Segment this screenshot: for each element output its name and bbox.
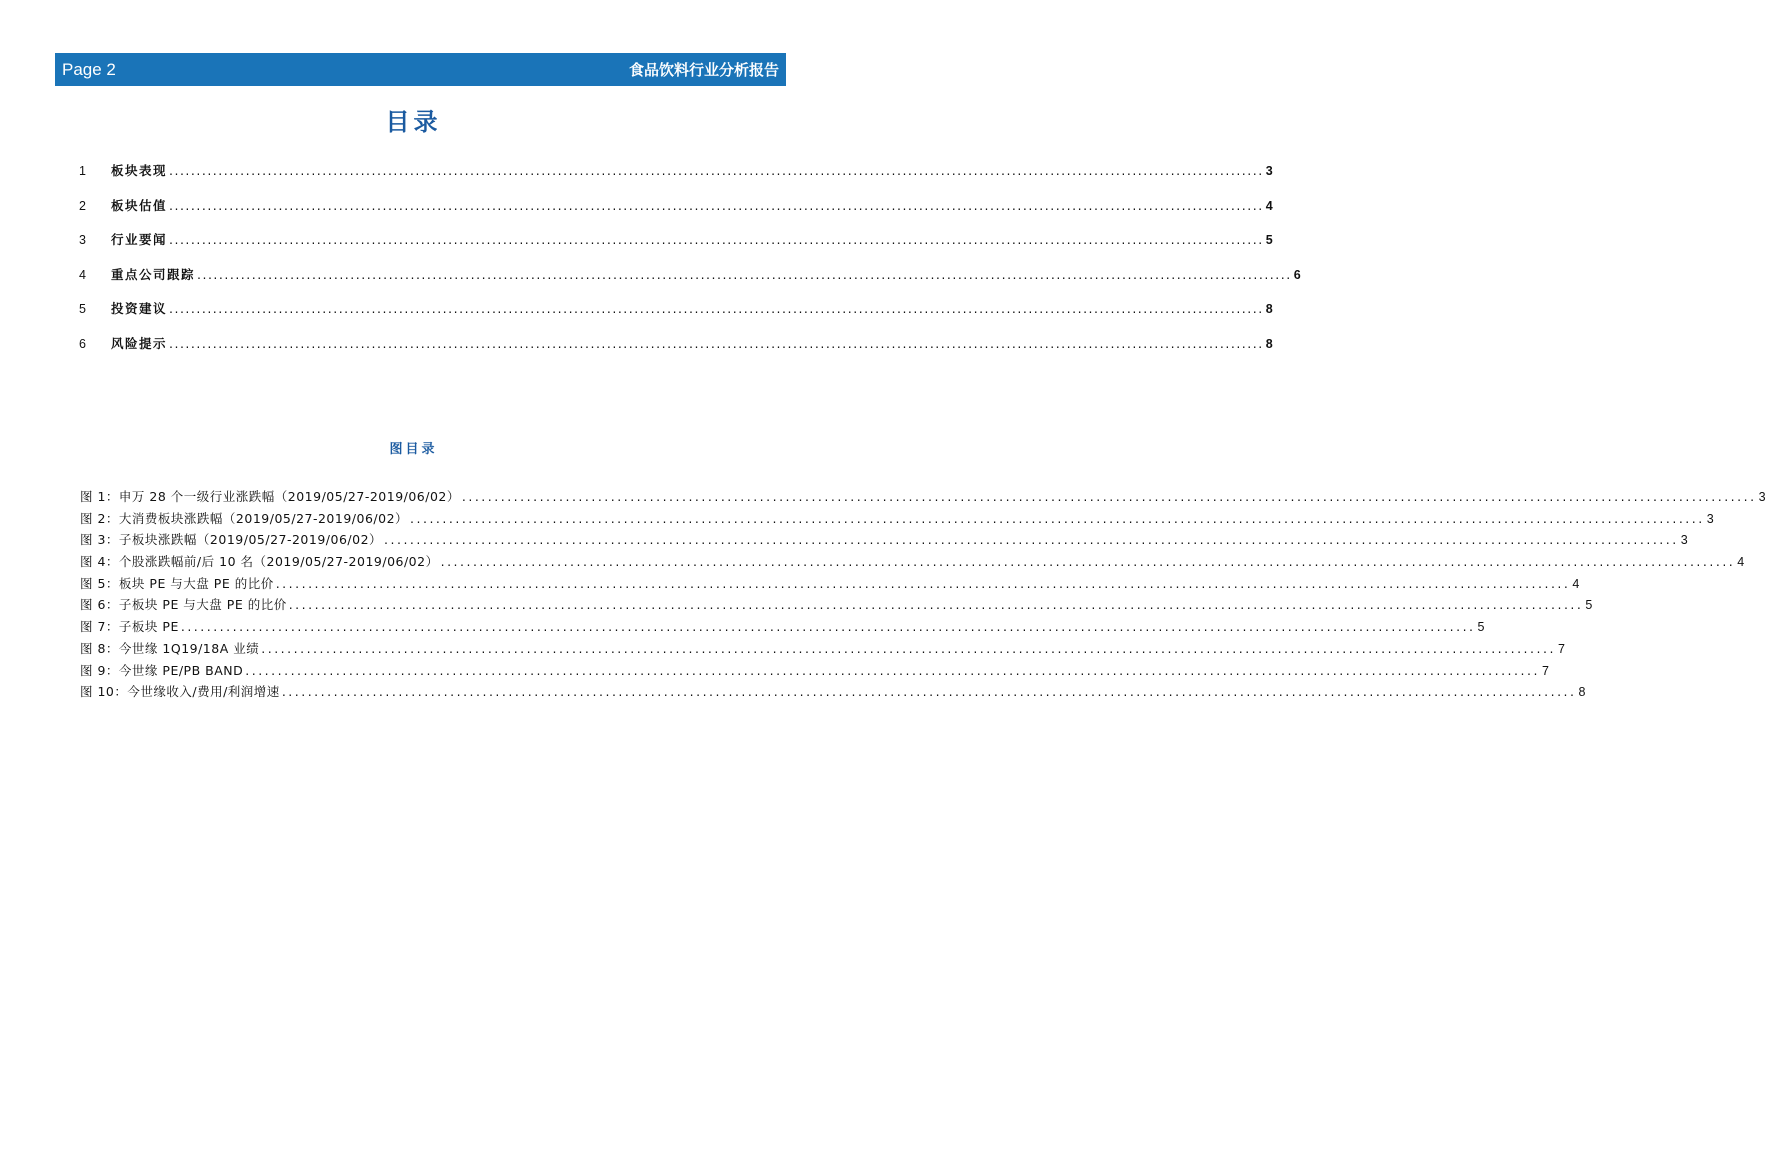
toc-item-page: 3 [1265, 164, 1273, 178]
figure-item[interactable] [80, 617, 1485, 639]
figure-item-label: 图 5：板块 PE 与大盘 PE 的比价 [80, 575, 274, 591]
toc-list [79, 161, 1301, 369]
figure-item-label: 图 1：申万 28 个一级行业涨跌幅（2019/05/27-2019/06/02） [80, 489, 460, 504]
leader-dots: ........................................................................................................................................................................................................ [169, 197, 1264, 213]
figure-item-label: 图 8：今世缘 1Q19/18A 业绩 [80, 640, 260, 656]
figure-item-label: 图 7：子板块 PE [80, 619, 179, 635]
toc-item-number: 5 [79, 302, 86, 317]
figure-item-label: 图 6：子板块 PE 与大盘 PE 的比价 [80, 597, 287, 613]
figure-item[interactable] [80, 530, 1688, 552]
leader-dots: ........................................................................................................................................................................................................ [169, 335, 1264, 351]
page-number: Page 2 [62, 59, 116, 79]
leader-dots: ........................................................................................................................................................................................................ [440, 554, 1736, 570]
figure-item-page: 5 [1477, 620, 1485, 635]
leader-dots: ........................................................................................................................................................................................................ [245, 662, 1540, 678]
toc-item[interactable] [79, 265, 1301, 300]
figure-item-page: 7 [1557, 641, 1565, 656]
toc-item-number: 1 [79, 164, 86, 178]
leader-dots: ........................................................................................................................................................................................................ [180, 619, 1476, 635]
figure-item-page: 3 [1706, 511, 1714, 526]
figure-item-page: 7 [1541, 663, 1549, 678]
header-bar [55, 53, 786, 86]
figure-list [80, 487, 1766, 704]
toc-item-label: 重点公司跟踪 [111, 266, 196, 282]
figure-item[interactable] [80, 574, 1580, 596]
leader-dots: ........................................................................................................................................................................................................ [384, 532, 1679, 548]
figure-item-page: 3 [1758, 490, 1766, 504]
figure-item[interactable] [80, 552, 1745, 574]
report-title: 食品饮料行业分析报告 [628, 61, 779, 79]
figure-list-title: 图目录 [389, 442, 438, 457]
figure-item-label: 图 2：大消费板块涨跌幅（2019/05/27-2019/06/02） [80, 510, 409, 526]
figure-item-page: 8 [1578, 685, 1586, 700]
toc-item[interactable] [79, 230, 1273, 265]
figure-item-label: 图 10：今世缘收入/费用/利润增速 [80, 684, 280, 700]
figure-item[interactable] [80, 509, 1714, 531]
figure-item[interactable] [80, 595, 1593, 617]
leader-dots: ........................................................................................................................................................................................................ [275, 575, 1571, 591]
figure-item[interactable] [80, 661, 1549, 683]
figure-item[interactable] [80, 639, 1565, 661]
figure-item-page: 4 [1737, 555, 1745, 570]
toc-item-number: 2 [79, 198, 86, 213]
toc-item-label: 板块表现 [111, 163, 168, 178]
leader-dots: ........................................................................................................................................................................................................ [169, 163, 1264, 178]
toc-item[interactable] [79, 334, 1273, 369]
toc-item-label: 行业要闻 [111, 232, 168, 248]
toc-title: 目录 [385, 107, 442, 136]
figure-item-page: 5 [1585, 598, 1593, 613]
toc-item-page: 8 [1265, 302, 1273, 317]
toc-item-page: 4 [1265, 198, 1273, 213]
leader-dots: ........................................................................................................................................................................................................ [281, 684, 1577, 700]
leader-dots: ........................................................................................................................................................................................................ [288, 597, 1584, 613]
leader-dots: ........................................................................................................................................................................................................ [461, 489, 1757, 504]
figure-item-label: 图 9：今世缘 PE/PB BAND [80, 662, 244, 678]
leader-dots: ........................................................................................................................................................................................................ [169, 232, 1264, 248]
figure-item-page: 4 [1572, 576, 1580, 591]
toc-item-page: 5 [1265, 233, 1273, 248]
toc-item-label: 板块估值 [111, 197, 168, 213]
toc-item-number: 6 [79, 336, 86, 351]
figure-item[interactable] [80, 487, 1766, 509]
figure-item[interactable] [80, 682, 1586, 704]
toc-item[interactable] [79, 196, 1273, 231]
toc-item-number: 3 [79, 233, 86, 248]
leader-dots: ........................................................................................................................................................................................................ [169, 301, 1264, 317]
figure-item-page: 3 [1680, 533, 1688, 548]
figure-item-label: 图 3：子板块涨跌幅（2019/05/27-2019/06/02） [80, 532, 383, 548]
leader-dots: ........................................................................................................................................................................................................ [410, 510, 1705, 526]
figure-item-label: 图 4：个股涨跌幅前/后 10 名（2019/05/27-2019/06/02） [80, 554, 439, 570]
toc-item-number: 4 [79, 267, 86, 282]
toc-item-page: 8 [1265, 336, 1273, 351]
toc-item-label: 风险提示 [111, 335, 168, 351]
leader-dots: ........................................................................................................................................................................................................ [261, 640, 1556, 656]
toc-item[interactable] [79, 299, 1273, 334]
toc-item-label: 投资建议 [111, 301, 168, 317]
leader-dots: ........................................................................................................................................................................................................ [197, 266, 1292, 282]
toc-item[interactable] [79, 161, 1273, 196]
toc-item-page: 6 [1293, 267, 1301, 282]
